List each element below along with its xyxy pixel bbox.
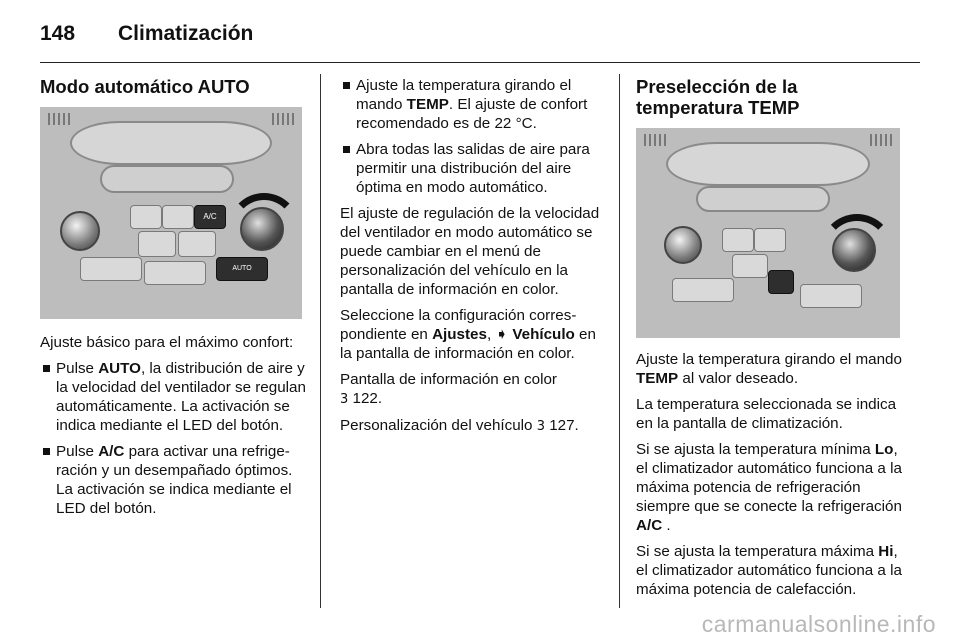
vent-icon	[644, 134, 666, 146]
dash-panel	[70, 121, 272, 165]
temp-knob	[832, 228, 876, 272]
dash-panel	[666, 142, 870, 186]
panel-button	[768, 270, 794, 294]
vent-icon	[272, 113, 294, 125]
column-3	[636, 76, 906, 606]
climate-panel-figure-temp	[636, 128, 900, 338]
column-divider	[619, 74, 620, 608]
panel-button	[80, 257, 142, 281]
page-ref-icon: 3	[340, 392, 349, 407]
bullet-vents: Abra todas las salidas de aire para permitir una distribución del aire óptima en modo automático.	[340, 140, 605, 197]
column-1	[40, 76, 306, 525]
watermark: carmanualsonline.info	[701, 611, 936, 637]
arrow-icon: ➧	[495, 326, 509, 343]
auto-button: AUTO	[216, 257, 268, 281]
climate-panel-figure-auto	[40, 107, 302, 319]
reference-display: Pantalla de información en color 3 122.	[340, 371, 557, 407]
page-number: 148	[40, 22, 76, 45]
panel-button	[672, 278, 734, 302]
bullet-auto: Pulse AUTO, la distribución de aire y la velocidad del ventilador se regulan automáticamente. La activación se indica mediante el LED del botón.	[40, 359, 306, 435]
bullet-temp: Ajuste la temperatura girando el mando TEMP. El ajuste de confort recomendado es de 22 °C.	[340, 76, 605, 133]
intro-text: Ajuste básico para el máximo confort:	[40, 334, 294, 351]
page-title: Climatización	[118, 22, 254, 45]
fan-knob	[664, 226, 702, 264]
panel-button	[130, 205, 162, 229]
column-divider	[320, 74, 321, 608]
paragraph-fan: El ajuste de regulación de la velocidad del ventilador en modo automático se puede cambiar en el menú de personalización del vehículo en la pantalla de información en color.	[340, 205, 600, 298]
panel-button	[178, 231, 216, 257]
display-strip	[100, 165, 234, 193]
paragraph-set-temp: Ajuste la temperatura girando el mando TEMP al valor deseado.	[636, 351, 902, 387]
ac-button: A/C	[194, 205, 226, 229]
page-header	[40, 16, 920, 63]
column-2	[340, 76, 605, 443]
panel-button	[800, 284, 862, 308]
paragraph-lo: Si se ajusta la temperatura mínima Lo, el climatizador automático funciona a la máxima potencia de refrigeración siempre que se conecte la refrigeración A/C .	[636, 441, 902, 534]
paragraph-settings: Seleccione la configuración correspondiente en Ajustes, ➧ Vehículo en la pantalla de información en color.	[340, 307, 596, 362]
temp-knob	[240, 207, 284, 251]
bullet-ac: Pulse A/C para activar una refrigeración y un desempañado óptimos. La activación se indica mediante el LED del botón.	[40, 442, 306, 518]
page-ref-icon: 3	[536, 419, 545, 434]
reference-personalization: Personalización del vehículo 3 127.	[340, 417, 579, 434]
paragraph-hi: Si se ajusta la temperatura máxima Hi, el climatizador automático funciona a la máxima potencia de calefacción.	[636, 543, 902, 598]
section-heading-auto: Modo automático AUTO	[40, 76, 250, 97]
panel-button	[138, 231, 176, 257]
panel-button	[754, 228, 786, 252]
vent-icon	[870, 134, 892, 146]
display-strip	[696, 186, 830, 212]
panel-button	[732, 254, 768, 278]
vent-icon	[48, 113, 70, 125]
panel-button	[162, 205, 194, 229]
panel-button	[722, 228, 754, 252]
paragraph-display: La temperatura seleccionada se indica en la pantalla de climatización.	[636, 396, 897, 432]
section-heading-temp: Preselección de la temperatura TEMP	[636, 76, 800, 118]
fan-knob	[60, 211, 100, 251]
panel-button	[144, 261, 206, 285]
